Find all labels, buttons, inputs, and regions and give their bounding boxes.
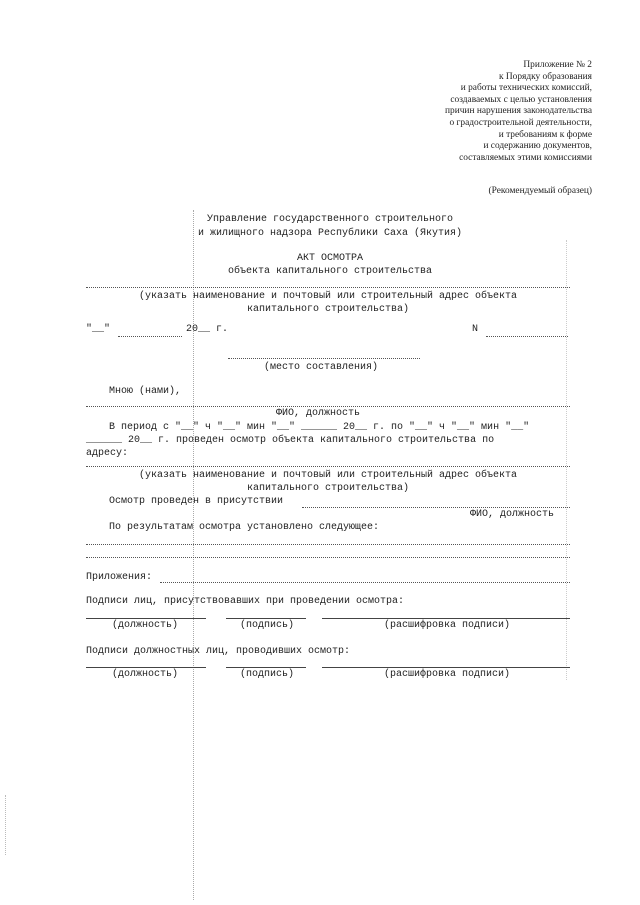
authority-line-2: и жилищного надзора Республики Саха (Якутия) — [197, 228, 463, 239]
appendix-line: создаваемых с целью установления — [450, 94, 592, 105]
presence-hint: ФИО, должность — [470, 509, 555, 520]
present-decode-caption: (расшифровка подписи) — [384, 620, 511, 631]
act-title: АКТ ОСМОТРА — [296, 253, 363, 264]
period-line-2: ______ 20__ г. проведен осмотр объекта капитального строительства по — [86, 435, 495, 446]
fio-field[interactable] — [86, 406, 570, 407]
officials-position-caption: (должность) — [112, 669, 179, 680]
present-position-field[interactable] — [86, 618, 206, 619]
period-line-3: адресу: — [86, 448, 129, 459]
presence-field[interactable] — [302, 507, 570, 508]
officials-signature-field[interactable] — [226, 667, 306, 668]
presence-label: Осмотр проведен в присутствии — [109, 496, 284, 507]
signatures-officials-label: Подписи должностных лиц, проводивших осмотр: — [86, 646, 351, 657]
officials-decode-caption: (расшифровка подписи) — [384, 669, 511, 680]
present-signature-field[interactable] — [226, 618, 306, 619]
number-field[interactable] — [486, 336, 568, 337]
signatures-present-label: Подписи лиц, присутствовавших при проведении осмотра: — [86, 596, 405, 607]
officials-position-field[interactable] — [86, 667, 206, 668]
results-field-line-1[interactable] — [86, 544, 570, 545]
appendix-line: Приложение № 2 — [523, 60, 592, 70]
appendix-line: причин нарушения законодательства — [445, 106, 592, 117]
period-line-1: В период с "__" ч "__" мин "__" ______ 20__ г. по "__" ч "__" мин "__" — [109, 422, 530, 433]
attachments-field[interactable] — [160, 582, 570, 583]
attachments-label: Приложения: — [86, 572, 153, 583]
officials-signature-caption: (подпись) — [240, 669, 295, 680]
appendix-line: и содержанию документов, — [483, 141, 592, 152]
fio-hint: ФИО, должность — [276, 408, 361, 419]
appendix-line: к Порядку образования — [498, 71, 592, 82]
appendix-line: о градостроительной деятельности, — [449, 117, 592, 128]
date-day: "__" — [86, 324, 111, 335]
authority-line-1: Управление государственного строительного — [206, 214, 454, 225]
appendix-block — [292, 60, 592, 164]
address-hint-line-1: (указать наименование и почтовый или строительный адрес объекта — [138, 470, 518, 481]
officials-decode-field[interactable] — [322, 667, 570, 668]
place-field[interactable] — [228, 358, 420, 359]
date-month-field[interactable] — [118, 336, 182, 337]
number-label: N — [472, 324, 479, 335]
present-position-caption: (должность) — [112, 620, 179, 631]
object-hint-line-1: (указать наименование и почтовый или строительный адрес объекта — [138, 291, 518, 302]
object-name-line[interactable] — [86, 287, 570, 288]
address-field[interactable] — [86, 466, 570, 467]
present-signature-caption: (подпись) — [240, 620, 295, 631]
appendix-line: и работы технических комиссий, — [460, 83, 592, 94]
results-field-line-2[interactable] — [86, 557, 570, 558]
appendix-line: и требованиям к форме — [498, 129, 592, 140]
object-hint-line-2: капитального строительства) — [246, 304, 410, 315]
results-label: По результатам осмотра установлено следующее: — [109, 522, 380, 533]
appendix-line: составляемых этими комиссиями — [459, 152, 592, 163]
by-me-label: Мною (нами), — [109, 386, 182, 397]
act-subtitle: объекта капитального строительства — [227, 266, 433, 277]
scan-artifact-line — [5, 795, 6, 855]
sample-note: (Рекомендуемый образец) — [488, 186, 592, 196]
present-decode-field[interactable] — [322, 618, 570, 619]
date-year: 20__ г. — [186, 324, 229, 335]
address-hint-line-2: капитального строительства) — [246, 483, 410, 494]
place-hint: (место составления) — [264, 362, 379, 373]
